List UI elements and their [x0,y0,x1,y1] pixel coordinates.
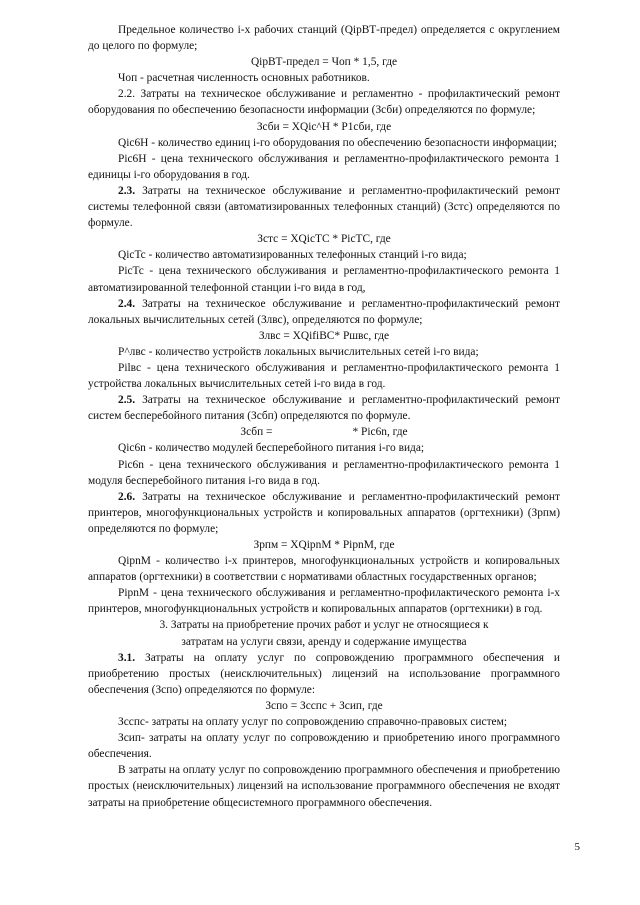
formula: QipВТ-предел = Чоп * 1,5, где [250,56,398,69]
paragraph: 2.2. Затраты на техническое обслуживание и регламентно - профилактический ремонт оборудования по обеспечению безопасности информации (Зсби) определяются по формуле; [88,88,560,117]
formula: Зстс = XQicTC * PicTC, где [257,233,391,246]
paragraph: В затраты на оплату услуг по сопровождению программного обеспечения и приобретению простых (неисключительных) лицензий на использование программного обеспечения не входят затраты на приобретение общесистемного программного обеспечения. [88,764,560,809]
paragraph [88,392,560,424]
section-number: 2.4. [118,297,136,310]
paragraph: Чоп - расчетная численность основных работников. [118,72,370,85]
paragraph-text: Затраты на техническое обслуживание и регламентно-профилактический ремонт системы телефонной связи (автоматизированных телефонных станций) (Зстс) определяются по формуле. [88,184,560,230]
formula [88,424,560,440]
section-heading: затратам на услуги связи, аренду и содержание имущества [181,635,467,648]
page-number: 5 [574,841,580,853]
section-number: 3.1. [118,651,136,664]
paragraph: Р^лвс - количество устройств локальных вычислительных сетей i-го вида; [118,345,479,358]
paragraph [88,650,560,698]
paragraph: QipnM - количество i-х принтеров, многофункциональных устройств и копировальных аппаратов (оргтехники) в соответствии с нормативами областных государственных органов; [88,555,560,584]
paragraph: Pic6n - цена технического обслуживания и регламентно-профилактического ремонта 1 модуля бесперебойного питания i-го вида в год. [88,458,560,487]
formula: Зспо = Зсспс + Зсип, где [265,699,383,712]
paragraph: Qic6H - количество единиц i-го оборудования по обеспечению безопасности информации; [118,136,557,149]
paragraph: Qic6n - количество модулей бесперебойного питания i-го вида; [118,442,425,455]
formula-right: * Pic6n, где [352,426,408,439]
formula: Зрпм = XQipnM * PipnM, где [253,539,395,551]
paragraph-text: Затраты на техническое обслуживание и регламентно-профилактический ремонт принтеров, многофункциональных устройств и копировальных аппаратов (оргтехники) (Зрпм) определяются по формуле; [88,490,560,535]
paragraph [88,489,560,537]
section-number: 2.5. [118,394,136,407]
paragraph-text: Затраты на оплату услуг по сопровождению программного обеспечения и приобретению простых (неисключительных) лицензий на использование программного обеспечения (Зспо) определяются по формуле: [88,651,560,696]
paragraph: Зсспс- затраты на оплату услуг по сопровождению справочно-правовых систем; [118,716,507,729]
section-number: 2.3. [118,184,136,197]
paragraph: Зсип- затраты на оплату услуг по сопровождению и приобретению иного программного обеспечения. [88,732,560,761]
paragraph: Предельное количество i-х рабочих станций (QipВТ-предел) определяется с округлением до целого по формуле; [88,24,560,53]
paragraph: PicTc - цена технического обслуживания и регламентно-профилактического ремонта 1 автоматизированной телефонной станции i-го вида в год, [88,265,560,294]
formula: Злвс = XQifiBC* Ршвс, где [258,329,390,342]
paragraph: Pilвс - цена технического обслуживания и регламентно-профилактического ремонта 1 устройства локальных вычислительных сетей i-го вида в год. [88,361,560,391]
paragraph [88,183,560,231]
paragraph-text: Затраты на техническое обслуживание и регламентно-профилактический ремонт локальных вычислительных сетей (Злвс), определяются по формуле; [88,297,560,326]
paragraph: QicTc - количество автоматизированных телефонных станций i-го вида; [118,249,467,262]
paragraph [88,296,560,328]
section-number: 2.6. [118,490,136,503]
formula-left: Зсбп = [240,426,273,439]
section-heading: 3. Затраты на приобретение прочих работ и услуг не относящиеся к [159,619,489,632]
paragraph: Pic6H - цена технического обслуживания и регламентно-профилактического ремонта 1 единицы i-го оборудования в год. [88,152,560,181]
paragraph: PipnM - цена технического обслуживания и регламентно-профилактического ремонта i-х принтеров, многофункциональных устройств и копировальных аппаратов (оргтехники) в год. [88,587,560,616]
formula: Зсби = XQic^H * Р1сби, где [256,120,392,133]
paragraph-text: Затраты на техническое обслуживание и регламентно-профилактический ремонт систем бесперебойного питания (Зсбп) определяются по формуле. [88,394,560,423]
document-body [88,22,560,811]
